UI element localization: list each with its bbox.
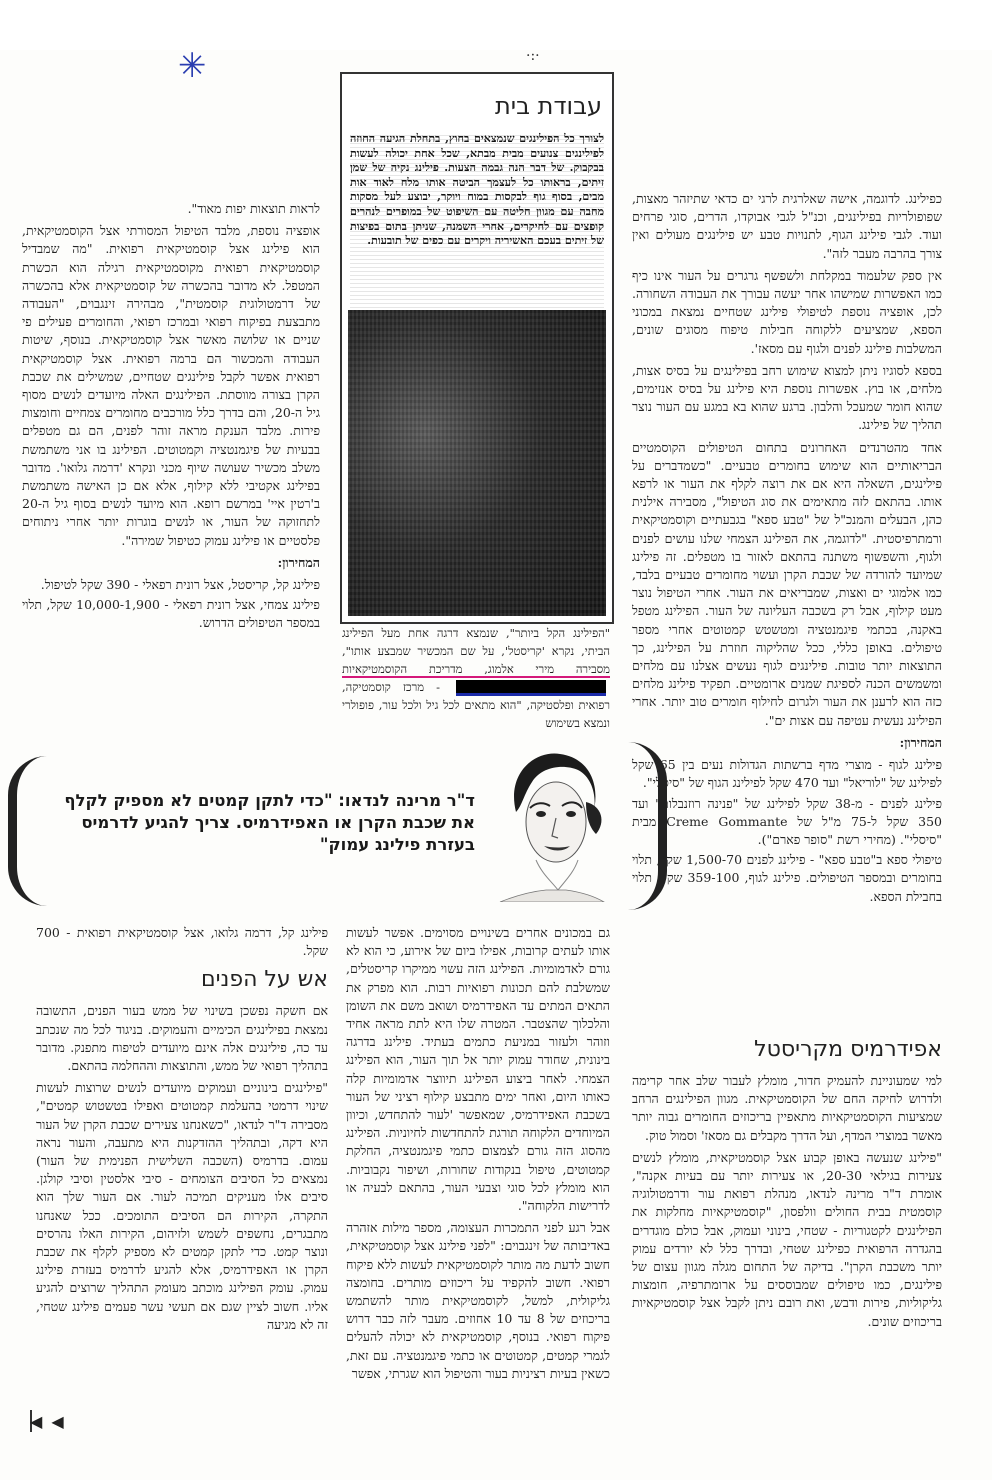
price-line: טיפולי ספא ב"טבע ספא" - פילינג לפנים 1,500-70 שקל, תלוי בחומרים ובמספר הטיפולים. פילינג לגוף, 359-100 שקל, תלוי בחבילת הספא. (632, 852, 942, 904)
paragraph: אבל רגע לפני התמכרות העצומה, מספר מילות אזהרה באדיבותה של זינגבוים: "לפני פילינג אצל קוסמטיקאית, חשוב לדעת מה מותר לקוסמטיקאית לעשות ללא פיקוח רפואי. חשוב להקפיד על ריכוזים מותרים. בחומצה גליקולית, למשל, לקוסמטיקאית מותר להשתמש בריכוזים של 8 עד 10 אחוזים. מעבר לזה כבר דרוש פיקוח רפואי. בנוסף, קוסמטיקאית לא יכולה להעלים לגמרי קמטים, קמטוטים או כתמי פיגמנטציה. עם זאת, כשאין בעיות רציניות בעור והטיפול הוא שגרתי, אפשר (346, 1220, 610, 1381)
paragraph: למי שמעוניינת להעמיק חדור, מומלץ לעבור שלב אחר קרימה ולדרוש לחיקה החם של הקוסמטיקאית. מגוון הפילינגים הרחב שמציעות הקוסמטיקאיות מתאפיין בריכוזים החומרים גבוה יותר מאשר במוצרי המדף, ועל הדרך מקבלים גם מסאז' וסמול טוק. (632, 1073, 942, 1143)
paragraph: אם חשקה נפשכן בשינוי של ממש בעור הפנים, התשובה נמצאת בפילינגים הכימיים והעמוקים. בניגוד לכל מה שנכתב עד כה, פילינגים אלה אינם מיועדים לטיפוח מתפנק. מדובר בתהליך רפואי של ממש, והתוצאות וההחלמה בהתאם. (36, 1003, 328, 1074)
paragraph: אין ספק שלעמוד במקלחת ולשפשף גרגרים על העור אינו כיף כמו האפשרות שמישהו אחר יעשה עבורך את העבודה השחורה. לכן, אופציה נוספת לטיפולי פילינג שטחיים נמצאת במכוני הספא, שמציעים ללקוחה חבילות טיפוח מסוגים שונים, המשלבות פילינג לפנים ולגוף עם מסאז'. (632, 267, 942, 356)
redacted-block (456, 680, 606, 696)
handwritten-star-mark: ✳ (178, 46, 207, 86)
middle-bottom-column (346, 924, 610, 1420)
photo-box-title: עבודת בית (495, 92, 602, 120)
paragraph: "פילינגים בינוניים ועמוקים מיועדים לנשים שרוצות לעשות שינוי דרמטי בהעלמת קמטוטים ואפילו בטשטוש קמטים", מסבירה ד"ר לנדאו, "כשאנחנו צעירים שכבת הקרן של העור היא דקה, ובתהליך ההזדקנות היא מתעבה, והעור נראה עמום. בדרמיס (השכבה השלישית הפנימית של העור) נמצאים כל הסיבים הצומחים - סיבי אלסטין וסיבי קולגן. סיבים אלו מעניקים תמיכה לעור. אם העור שלך הוא התקרה, הקירות הם הסיבים התומכים. ככל שאנחנו מתבגרים, נחשפים לשמש ולזיהום, הקירות האלו נהרסים ונוצר קמט. כדי לתקן קמטים לא מספיק לקלף את שכבת הקרן או האפידרמיס, אלא להגיע לדרמיס בעזרת פילינג עמוק. עומק הפילינג מוכתב מעומק התהליך שרוצים להגיע אליו. חשוב לציין שגם אם תעשי עשר פעמים פילינג שטחי, זה לא מגיעה (36, 1080, 328, 1332)
caption-text: - מרכז קוסמטיקה, רפואית ופלסטיקה, (342, 680, 610, 712)
caption-highlight: מסבירה מירי אלמוג, מדריכת הקוסמטיקאיות (342, 662, 610, 676)
woman-portrait-image (486, 742, 614, 902)
photo-box-text: לצורך כל הפילינגים שנמצאים בחוץ, בתחלת הגיעה החוזה לפילינגים צנועים מבית מבתא, שכל אחת יכולה לעשות בבקבוק. של דבר הנה גבמה הצעות. פילינג נקיה של שמן זיתים, בראותו כל לעצמך הביטה אותו מלח לאוד אות מבים, בסוף גוף לבקסות במוח ויוקר, יבוצע לעל מסקות מחבה עם מגוון חליטה עם השיפוט של במופרים לנהרים קופצים עם לחיקרים, אחרי השמנה, שניתן בתום בפיצות של זיתים בעכם האשיריה ויקרים עם כפים של תובעות. (350, 132, 604, 310)
left-bottom-column (36, 924, 328, 1414)
price-line: פילינג קל, דרמה גלואו, אצל קוסמטיקאית רפואית - 700 שקל. (36, 925, 328, 959)
paragraph: "פילינג שנעשה באופן קבוע אצל קוסמטיקאית, מומלץ לנשים צעירות בגילאי 20-30, או צעירות יותר עם בעיות אקנה", אומרת ד"ר מרינה לנדאו, מנהלת רפואת עור ודרמטולוגיה קוסמטית בבית החולים וולפסון, "קוסמטיקאיות מחלקות את הפילינגים לקטגוריות - שטחי, בינוני ועמוק, אבל כולם מוגדרים בהגדרה הרפואית כפילינג שטחי, ובדרך כלל לא יורדים עמוק יותר משכבת הקרן". בדיקה של התחום מגלה מגוון עצום של פילינגים, כמו טיפולים שמבוססים על ארומתרפיה, חומצות גליקוליות, פירות ודבש, ואת רובם ניתן לקבל אצל קוסמטיקאיות בריכוזים שונים. (632, 1149, 942, 1329)
paragraph: גם במכונים אחרים בשינויים מסוימים. אפשר לעשות אותו לעתים קרובות, אפילו ביום של אירוע, כי הוא לא גורם לאדמומיות. הפילינג הזה עשוי ממיקרו קריסטלים, שמשלבת להם תכונות רפואיות רבות. הוא מפרק את התאים המתים עד האפידרמיס ושואב משם את השומן והלכלוך שהצטבר. המטרה שלו היא לתת מראה אחיד וזוהר ולעזור במניעת כתמים בעתיד. פילינג בדרגה בינונית, שחודר עמוק יותר אל תוך העור, הוא הפילינג הצמחי. לאחר ביצוע הפילינג תיווצר אדמומיות קלה כאותו היום, ואחר ימים מתבצע קילוף רציני של העור בשכבת האפידרמיס, שמאפשר 'לעור להתחדש, וכיוון המיוחדים הלקוחה תורגת להתחדשות לחיוניות. הפילינג מהסוג הזה גורם לצמצום כתמי פיגמנטציה, החלקת קמטוטים, טיפול בנקודות שחורות, ושיפור נקבוביות. הוא מומלץ לכל סוגי וצבעי העור, בהתאם לבעיה או לדרישות הלקוחה". (346, 925, 610, 1214)
price-line: פילינג קל, קריסטל, אצל רונית רפאלי - 390 שקל לטיפול. (40, 577, 320, 593)
paragraph: אחד מהטרנדים האחרונים בתחום הטיפולים הקוסמטיים הבריאותיים הוא שימוש בחומרים טבעיים. "כשמדברים על פילינגים, השאלה היא אם את רוצה לקלף את העור או לרפא אותו. בהתאם לזה מתאימים את סוג הטיפול", מסבירה אילנית כהן, הבעלים והמנכ"ל של "טבע ספא" בגבעתיים וקוסמטיקאית ורמתרפיסטית. "לדוגמה, את הפילינג הצמחי שלנו עושים לפנים ולגוף, והשפשוף משתנה בהתאם לאזור בו מטפלים. זה פילינג שמיועד להורדה של שכבת הקרן ועשוי מחומרים טבעיים בלבד, כמו אלמוגי ים ואצות, שמבריאים את העור. אחרי הטיפול נוצר מעט קילוף, אבל רק בשכבה העליונה של העור. הפילינג מטפל באקנה, בכתמי פיגמנטציה ומטשטש קמטוטים אחרי מספר טיפולים. באופן כללי, ככל שהליקוה חוזרת על הפילינג, כך התוצאות יותר טובות. פילינגים לגוף נעשים אצלנו עם מלחים ומשמשים הכנה לספיגת שמנים ארומטיים. תפקיד פילינג מלחים כזה הוא לרענן את העור ולגרום לחילוף חומרים טוב יותר. אחרי הפילינג נעשית עטיפה עם אצות ים". (632, 439, 942, 728)
caption-text: "הפילינג הקל ביותר", שנמצא דרגה אחת מעל הפילינג הביתי, נקרא 'קריסטל', על שם המכשיר שמבצע אותו", (342, 626, 610, 658)
quote-bracket-right (628, 742, 667, 910)
dark-photo-image (348, 310, 606, 616)
right-top-column (632, 190, 942, 942)
right-bottom-column (632, 1030, 942, 1422)
pull-quote: ד"ר מרינה לנדאו: "כדי לתקן קמטים לא מספיק לקלף את שכבת הקרן או האפידרמיס. צריך להגיע לדרמיס בעזרת פילינג עמוק" (64, 791, 475, 854)
footer-arrow-marks: ◀ ◀ (30, 1412, 66, 1431)
caption-text: "הוא מתאים לכל גיל ולכל עור, פופולרי ונמצא בשימוש (342, 698, 610, 730)
prices-label: המחירון: (899, 734, 942, 750)
paragraph: כפילינג. לדוגמה, אישה שאלרגית לרגי ים כדאי שתיזהר מאצות, שפופולריות בפילינגים, וכנ"ל לגבי אבוקדו, הדרים, סוגי פרחים ועוד. לגבי פילינג הגוף, לתנויות טבע יש פילינגים מעולים ואין צורך בהרבה מעבר לזה". (632, 191, 942, 261)
section-heading: אש על הפנים (201, 967, 328, 993)
paragraph: לראות תוצאות יפות מאוד". (187, 201, 320, 216)
section-heading: אפידרמיס מקריסטל (754, 1037, 942, 1062)
price-line: פילינג לגוף - מוצרי מדף ברשתות הגדולות נעים בין 65 שקל לפילינג של "לוריאל" ועד 470 שקל לפילינג הגוף של "סיסלי". (632, 757, 942, 791)
price-line: פילינג צמחי, אצל רונית רפאלי - 10,000-1,900 שקל, תלוי במספר הטיפולים הדרוש. (22, 597, 320, 631)
price-line: פילינג לפנים - מ-38 שקל לפילינג של "פנינה רוזנבלום" ועד 350 שקל ל-75 מ"ל של Creme Gommante מבית "סיסלי". (מחירי רשת "סופר פארם"). (632, 795, 942, 847)
paragraph: בספא לסוגיו ניתן למצוא שימוש רחב בפילינגים על בסיס אצות, מלחים, או בוץ. אפשרות נוספת היא פילינג על בסיס אנזימים, שהוא חומר שמעכל והלבון. ברגע שהוא בא במגע עם העור נוצר תהליך של פילינג. (632, 362, 942, 433)
left-top-column (22, 200, 320, 720)
photo-box (340, 72, 614, 624)
photo-caption (342, 624, 610, 732)
prices-label: המחירון: (277, 554, 320, 570)
paragraph: אופציה נוספת, מלבד הטיפול המסורתי אצל הקוסמטיקאית, הוא פילינג אצל קוסמטיקאית רפואית. "מה שמבדיל קוסמטיקאית רפואית מקוסמטיקאית רגילה הוא הכשרת המטפל. לא מדובר בהכשרה של קוסמטיקאית אלא בהכשרה של דרמטולוגית קוסמטית", מבהירה זינגבוים, "העבודה מתבצעת בפיקוח רפואי ובמרכז רפואי, והחומרים פעילים פי שניים או שלושה מאשר אצל קוסמטיקאית. בנוסף, שיטות העבודה והמכשור הם ברמה רפואית. אצל קוסמטיקאית רפואית אפשר לקבל פילינגים שטחיים, שמשילים את שכבת הקרן בצורה מווסתת. הפילינגים האלה מיועדים לנשים מסוף גיל ה-20, והם בדרך כלל מורכבים מחומרים צמחיים וחומצות פירות. מלבד הענקת מראה זוהר לפנים, הם גם מטפלים בבעיות של פיגמנטציה וקמטוטים. הפילינג בו אני משתמשת משלב מכשיר שעושה שיוף מכני ונקרא 'דרמה גלואו'. מדובר בפילינג אקטיבי ללא קילוף, אלא אם כן האישה משתמשת ב'רטין איי' במרשם רופא. הוא מיועד לנשים בסוף גיל ה-20 לתחזוקה של העור, או לנשים בוגרות יותר אחרי ניתוחים פלסטיים או פילינג עמוק כטיפול שמירה". (22, 223, 320, 548)
scan-top-margin (0, 0, 992, 50)
scan-dots: ·:· (526, 48, 540, 64)
